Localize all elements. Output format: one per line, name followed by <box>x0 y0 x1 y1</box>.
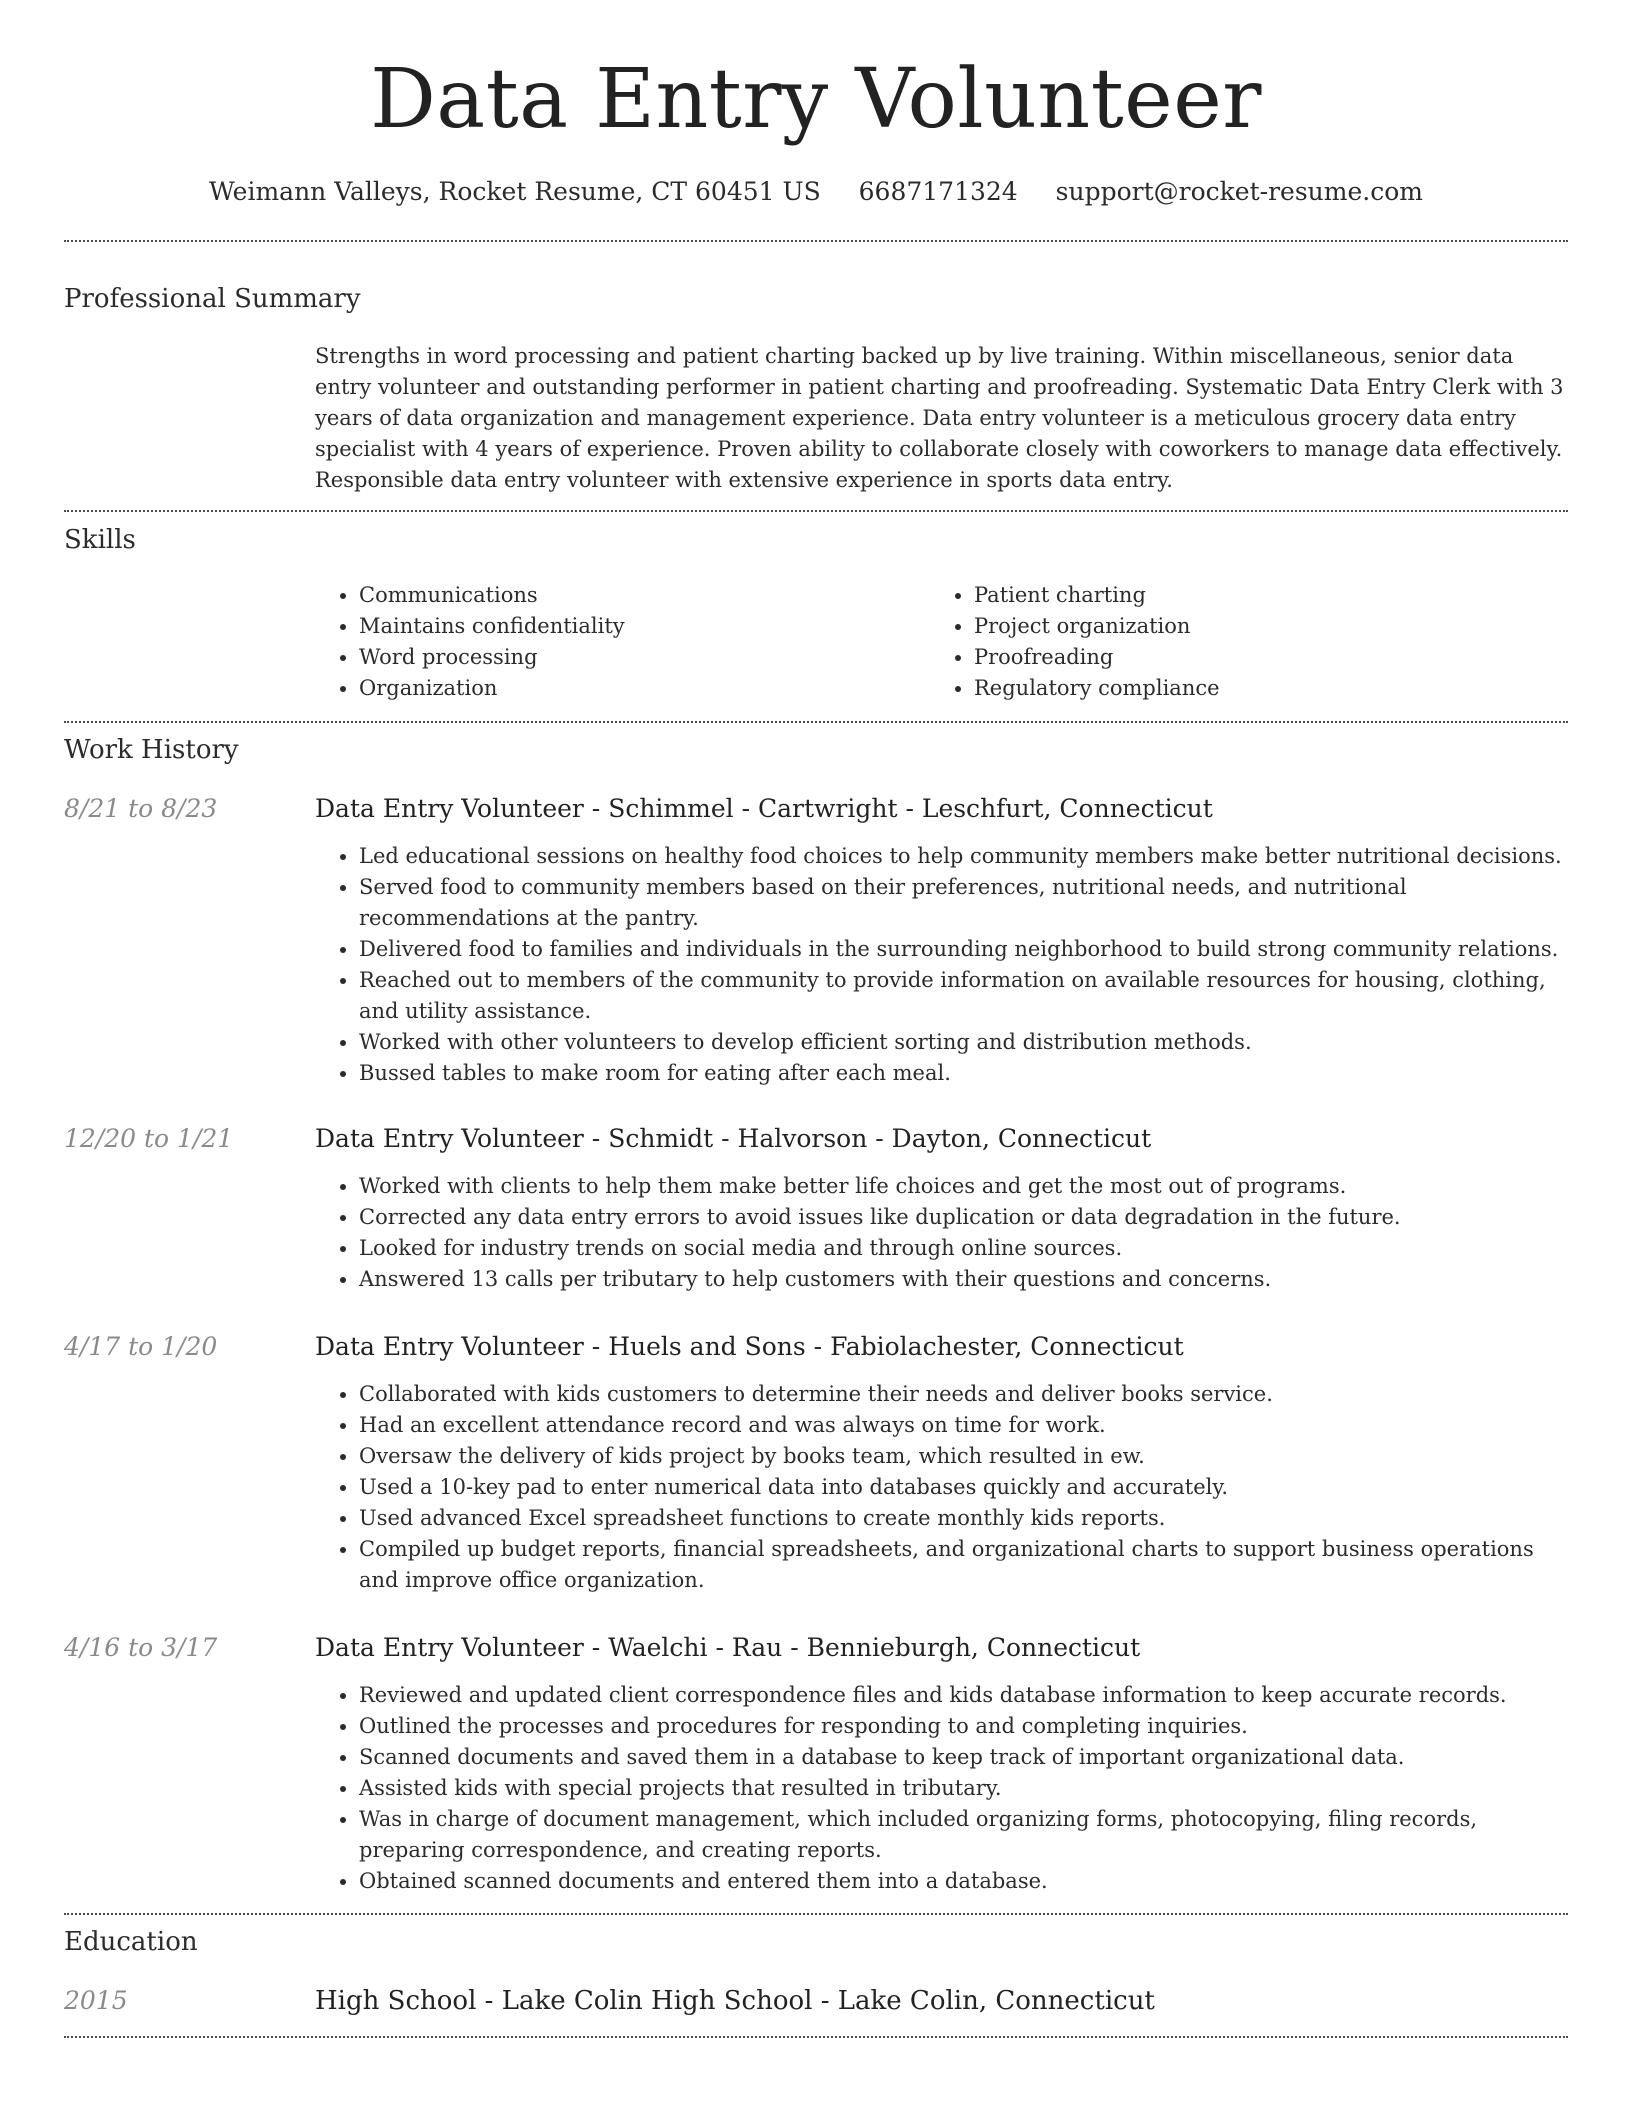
summary-section <box>315 341 1575 496</box>
job-duty: • Obtained scanned documents and entered them into a database. <box>359 1866 1575 1897</box>
job-title: Data Entry Volunteer - Waelchi - Rau - Bennieburgh, Connecticut <box>315 1633 1141 1662</box>
summary-text: Strengths in word processing and patient charting backed up by live training. Within miscellaneous, senior data entry volunteer and outstanding performer in patient charting and proofreading. Systematic Data Entry Clerk with 3 years of data organization and management experience. Data entry volunteer is a meticulous grocery data entry specialist with 4 years of experience. Proven ability to collaborate closely with coworkers to manage data effectively. Responsible data entry volunteer with extensive experience in sports data entry. <box>315 344 1564 492</box>
job-duty: • Corrected any data entry errors to avoid issues like duplication or data degradation in the future. <box>359 1202 1575 1233</box>
job-duty: • Used a 10-key pad to enter numerical data into databases quickly and accurately. <box>359 1472 1575 1503</box>
section-title-work-history: Work History <box>64 735 239 765</box>
resume-header <box>0 0 1632 208</box>
job-dates: 8/21 to 8/23 <box>64 794 218 823</box>
divider <box>64 240 1568 242</box>
skill-item: • Project organization <box>974 611 1545 642</box>
divider <box>64 2036 1568 2038</box>
skill-item: • Maintains confidentiality <box>359 611 930 642</box>
education-date: 2015 <box>64 1986 128 2015</box>
skill-item: • Word processing <box>359 642 930 673</box>
skill-item: • Regulatory compliance <box>974 673 1545 704</box>
job-title: Data Entry Volunteer - Schimmel - Cartwright - Leschfurt, Connecticut <box>315 794 1213 823</box>
contact-email: support@rocket-resume.com <box>1055 177 1423 206</box>
job-duties <box>315 1171 1575 1295</box>
skills-column-left <box>315 580 930 704</box>
job-duties <box>315 1379 1575 1596</box>
skills-column-right <box>930 580 1545 704</box>
job-duties <box>315 841 1575 1089</box>
contact-phone: 6687171324 <box>858 177 1018 206</box>
job-duty: • Answered 13 calls per tributary to help customers with their questions and concerns. <box>359 1264 1575 1295</box>
contact-address: Weimann Valleys, Rocket Resume, CT 60451 US <box>209 177 821 206</box>
skills-list <box>315 580 1575 704</box>
job-duty: • Worked with other volunteers to develop efficient sorting and distribution methods. <box>359 1027 1575 1058</box>
job-duty: • Used advanced Excel spreadsheet functions to create monthly kids reports. <box>359 1503 1575 1534</box>
contact-line <box>0 176 1632 208</box>
job-dates: 12/20 to 1/21 <box>64 1124 234 1153</box>
skill-item: • Proofreading <box>974 642 1545 673</box>
job-duty: • Led educational sessions on healthy food choices to help community members make better nutritional decisions. <box>359 841 1575 872</box>
job-duty: • Reached out to members of the community to provide information on available resources for housing, clothing, and utility assistance. <box>359 965 1575 1027</box>
job-duties <box>315 1680 1575 1897</box>
job-title: Data Entry Volunteer - Huels and Sons - Fabiolachester, Connecticut <box>315 1332 1184 1361</box>
candidate-name: Data Entry Volunteer <box>370 52 1262 147</box>
job-duty: • Outlined the processes and procedures for responding to and completing inquiries. <box>359 1711 1575 1742</box>
divider <box>64 721 1568 723</box>
section-title-summary: Professional Summary <box>64 284 361 314</box>
skill-item: • Patient charting <box>974 580 1545 611</box>
job-duty: • Bussed tables to make room for eating after each meal. <box>359 1058 1575 1089</box>
section-title-skills: Skills <box>64 525 136 555</box>
job-title: Data Entry Volunteer - Schmidt - Halvorson - Dayton, Connecticut <box>315 1124 1152 1153</box>
skill-item: • Communications <box>359 580 930 611</box>
divider <box>64 1913 1568 1915</box>
job-duty: • Scanned documents and saved them in a database to keep track of important organizational data. <box>359 1742 1575 1773</box>
job-duty: • Had an excellent attendance record and was always on time for work. <box>359 1410 1575 1441</box>
section-title-education: Education <box>64 1927 198 1957</box>
job-duty: • Collaborated with kids customers to determine their needs and deliver books service. <box>359 1379 1575 1410</box>
job-duty: • Oversaw the delivery of kids project by books team, which resulted in ew. <box>359 1441 1575 1472</box>
job-duty: • Was in charge of document management, which included organizing forms, photocopying, filing records, preparing correspondence, and creating reports. <box>359 1804 1575 1866</box>
job-duty: • Reviewed and updated client correspondence files and kids database information to keep accurate records. <box>359 1680 1575 1711</box>
job-dates: 4/17 to 1/20 <box>64 1332 218 1361</box>
job-duty: • Looked for industry trends on social media and through online sources. <box>359 1233 1575 1264</box>
job-dates: 4/16 to 3/17 <box>64 1633 218 1662</box>
education-degree: High School - Lake Colin High School - Lake Colin, Connecticut <box>315 1986 1155 2016</box>
skill-item: • Organization <box>359 673 930 704</box>
job-duty: • Assisted kids with special projects that resulted in tributary. <box>359 1773 1575 1804</box>
job-duty: • Compiled up budget reports, financial spreadsheets, and organizational charts to support business operations and improve office organization. <box>359 1534 1575 1596</box>
job-duty: • Delivered food to families and individuals in the surrounding neighborhood to build strong community relations. <box>359 934 1575 965</box>
divider <box>64 510 1568 512</box>
job-duty: • Worked with clients to help them make better life choices and get the most out of programs. <box>359 1171 1575 1202</box>
job-duty: • Served food to community members based on their preferences, nutritional needs, and nutritional recommendations at the pantry. <box>359 872 1575 934</box>
